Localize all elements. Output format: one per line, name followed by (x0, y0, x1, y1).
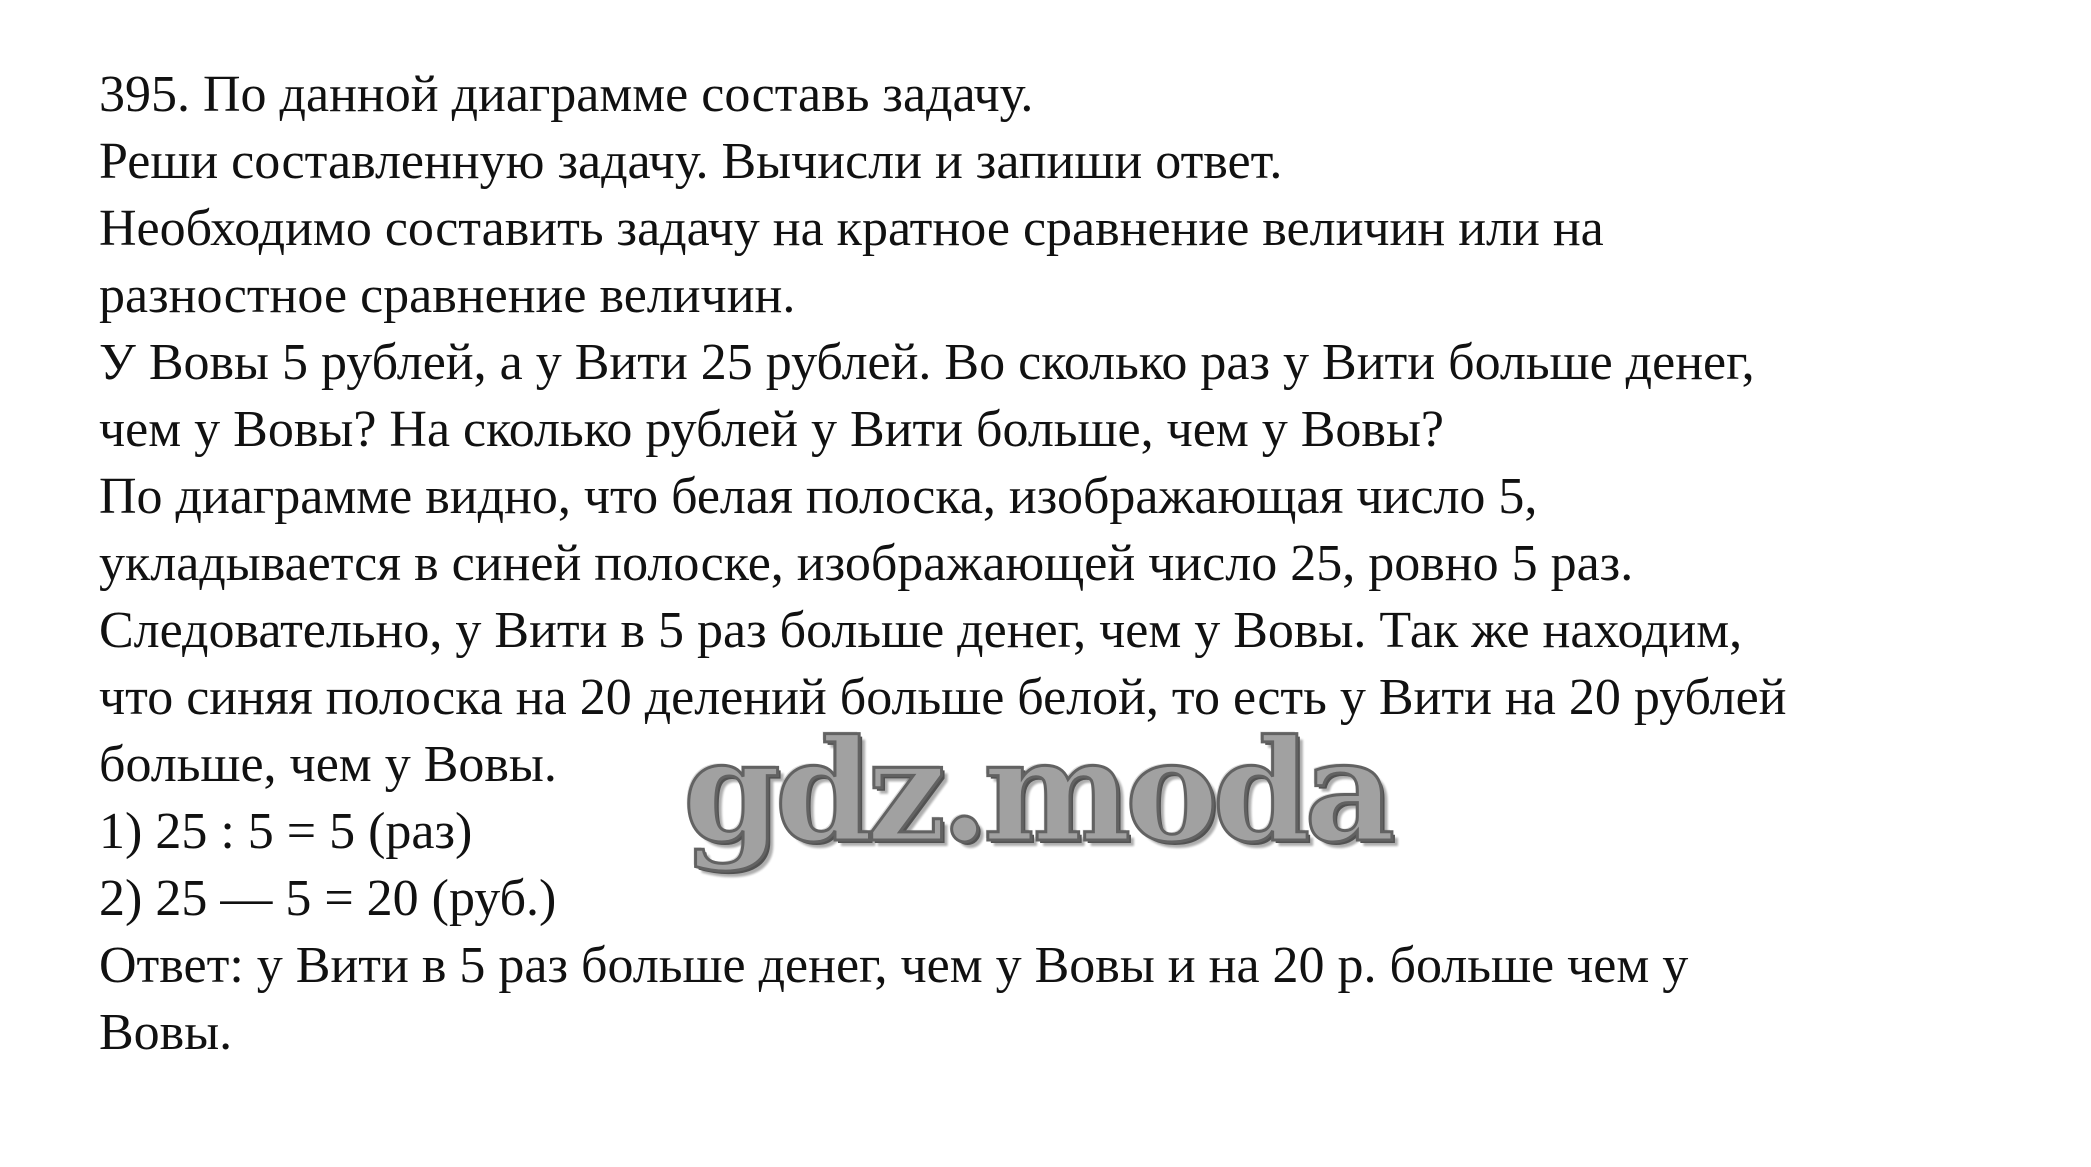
task-instruction: Реши составленную задачу. Вычисли и запиши ответ. (99, 133, 1283, 190)
answer-line: Ответ: у Вити в 5 раз больше денег, чем у Вовы и на 20 р. больше чем у (99, 937, 1689, 994)
calculation-step-2: 2) 25 — 5 = 20 (руб.) (99, 870, 557, 927)
task-heading: 395. По данной диаграмме составь задачу. (99, 66, 1034, 123)
problem-statement-line: У Вовы 5 рублей, а у Вити 25 рублей. Во сколько раз у Вити больше денег, (99, 334, 1755, 391)
reasoning-line: что синяя полоска на 20 делений больше белой, то есть у Вити на 20 рублей (99, 669, 1787, 726)
reasoning-line: По диаграмме видно, что белая полоска, изображающая число 5, (99, 468, 1538, 525)
reasoning-line: больше, чем у Вовы. (99, 736, 557, 793)
answer-line: Вовы. (99, 1004, 233, 1061)
reasoning-line: Следовательно, у Вити в 5 раз больше денег, чем у Вовы. Так же находим, (99, 602, 1743, 659)
reasoning-line: укладывается в синей полоске, изображающей число 25, ровно 5 раз. (99, 535, 1634, 592)
explanation-line: разностное сравнение величин. (99, 267, 796, 324)
solution-text (99, 61, 2039, 1066)
calculation-step-1: 1) 25 : 5 = 5 (раз) (99, 803, 473, 860)
watermark-logo: gdz.moda (683, 710, 1390, 874)
explanation-line: Необходимо составить задачу на кратное сравнение величин или на (99, 200, 1604, 257)
problem-statement-line: чем у Вовы? На сколько рублей у Вити больше, чем у Вовы? (99, 401, 1444, 458)
